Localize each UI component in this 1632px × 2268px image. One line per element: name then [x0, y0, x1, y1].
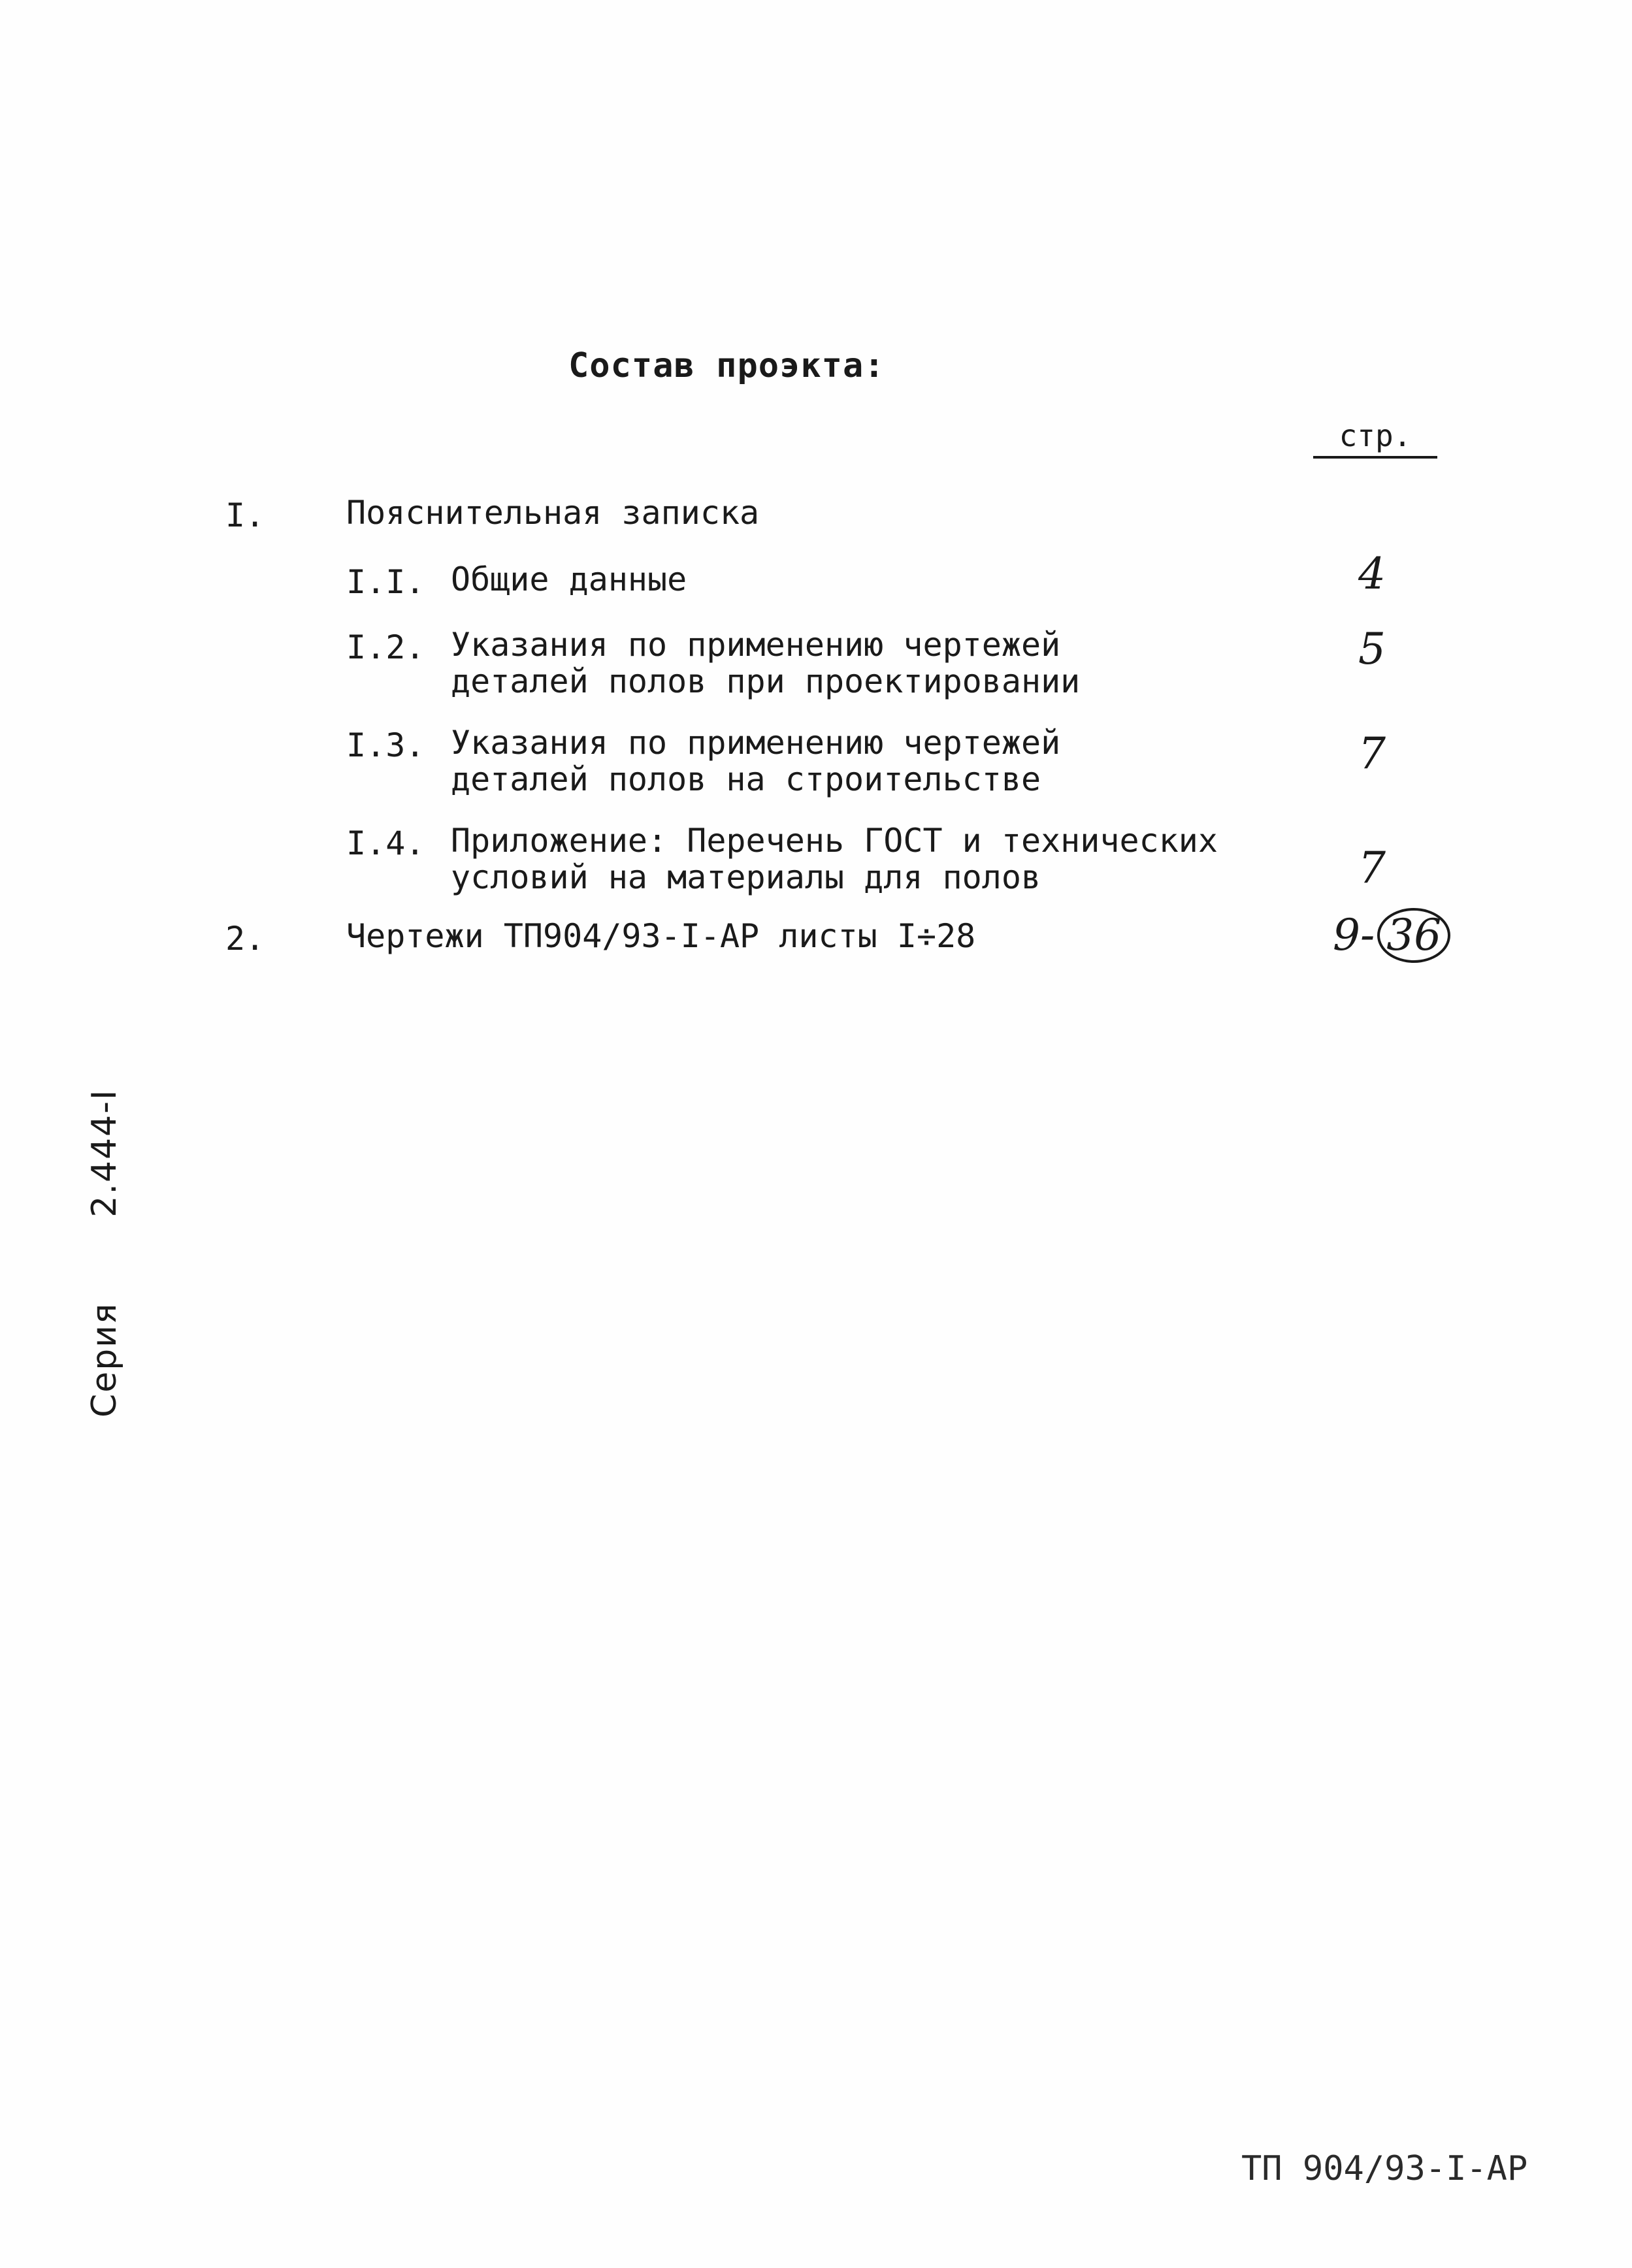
subsection-title-line: Общие данные [451, 560, 687, 598]
section-number: I. [225, 496, 265, 534]
circled-page-number: 36 [1377, 908, 1450, 963]
page-number: 7 [1358, 728, 1386, 779]
document-code: ТП 904/93-I-АР [1241, 2149, 1528, 2188]
page-column-header: стр. [1313, 418, 1437, 459]
subsection-title-line: Приложение: Перечень ГОСТ и технических [451, 822, 1218, 860]
subsection-title-line: Указания по применению чертежей [451, 724, 1061, 762]
page-number: 5 [1358, 624, 1386, 674]
subsection-title-line: Указания по применению чертежей [451, 626, 1061, 664]
page-number: 7 [1358, 843, 1386, 893]
subsection-number: I.3. [346, 726, 425, 764]
document-title: Состав проэкта: [568, 346, 885, 385]
subsection-title-line: условий на материалы для полов [451, 858, 1041, 896]
page-number: 4 [1358, 549, 1386, 599]
series-code: 2.444-I [85, 1088, 124, 1218]
subsection-title-line: деталей полов на строительстве [451, 760, 1041, 798]
page-range [1333, 908, 1450, 963]
page-range-start: 9- [1333, 910, 1375, 960]
subsection-number: I.4. [346, 824, 425, 862]
subsection-number: I.2. [346, 628, 425, 666]
section-title: Пояснительная записка [346, 494, 760, 532]
subsection-number: I.I. [346, 563, 425, 601]
series-word: Серия [85, 1302, 124, 1418]
section-title: Чертежи ТП904/93-I-АР листы I÷28 [346, 917, 976, 955]
subsection-title-line: деталей полов при проектировании [451, 662, 1081, 700]
series-side-label [85, 1089, 124, 1418]
section-number: 2. [225, 920, 265, 958]
